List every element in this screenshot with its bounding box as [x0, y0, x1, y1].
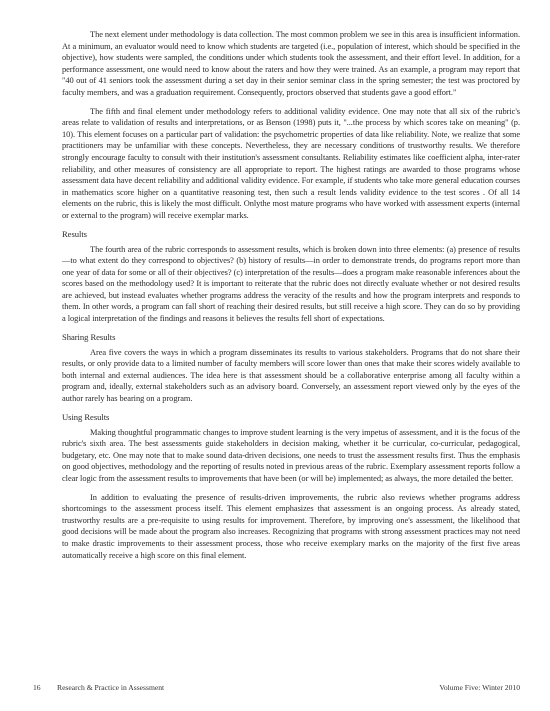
journal-title: Research & Practice in Assessment — [57, 683, 165, 692]
heading-sharing-results: Sharing Results — [62, 331, 116, 342]
issue-label: Volume Five: Winter 2010 — [439, 683, 520, 692]
paragraph-improvements: In addition to evaluating the presence of results-driven improvements, the rubric also reviews whether programs address shortcomings to the assessment process itself. This element emphasizes that assessment is an ongoing process. As already stated, trustworthy results are a pre-requisite to using results for improvement. Therefore, by improving one's assessment, the likelihood that good decisions will be made about the program also increases. Recognizing that programs with strong assessment practices may not need to make drastic improvements to their assessment process, those who receive exemplary marks on the majority of the first five areas automatically receive a high score on this final element. — [62, 492, 520, 560]
paragraph-data-collection: The next element under methodology is data collection. The most common problem we see in this area is insufficient information. At a minimum, an evaluator would need to know which students are targeted (i.e., population of interest, which should be specified in the objective), how students were sampled, the conditions under which students took the assessment, and their effort level. In addition, for a performance assessment, one would need to know about the raters and how they were trained. As an example, a program may report that "40 out of 41 seniors took the assessment during a set day in their senior seminar class in the spring semester; the test was proctored by faculty members, and was a graduation requirement. Consequently, proctors observed that students gave a good effort." — [62, 30, 520, 97]
paragraph-sharing-results: Area five covers the ways in which a program disseminates its results to various stakeholders. Programs that do not share their results, or only provide data to a limited number of faculty members will score lower than ones that make their scores widely available to both internal and external audiences. The idea here is that assessment should be a collaborative enterprise among all faculty within a program and, ideally, external stakeholders such as an advisory board. Conversely, an assessment report viewed only by the eyes of the author rarely has bearing on a program. — [62, 347, 520, 404]
heading-using-results: Using Results — [62, 411, 110, 422]
article-body — [62, 29, 520, 568]
paragraph-validity-evidence: The fifth and final element under methodology refers to additional validity evidence. One may note that all six of the rubric's areas relate to validation of results and interpretations, or as Benson (1998) puts it, "...the process by which scores take on meaning" (p. 10). This element focuses on a particular part of validation: the psychometric properties of data like reliability. Note, we realize that some practitioners may be unfamiliar with these concepts. Nevertheless, they are necessary conditions of trustworthy results. We therefore strongly encourage faculty to consult with their institution's assessment consultants. Reliability estimates like coefficient alpha, inter-rater reliability, and other measures of consistency are all appropriate to report. The highest ratings are awarded to those programs whose assessment data have decent reliability and additional validity evidence. For example, if students who take more general education courses in mathematics score higher on a quantitative reasoning test, then such a result lends validity evidence to the test scores . Of all 14 elements on the rubric, this is likely the most difficult. Onlythe most mature programs who have worked with assessment experts (internal or external to the program) will receive exemplar marks. — [62, 106, 520, 220]
paragraph-using-results: Making thoughtful programmatic changes to improve student learning is the very impetus of assessment, and it is the focus of the rubric's sixth area. The best assessments guide stakeholders in decision making, whether it be curricular, co-curricular, pedagogical, budgetary, etc. One may note that to make sound data-driven decisions, one needs to trust the assessment results first. Thus the emphasis on good objectives, methodology and the reporting of results noted in previous areas of the rubric. Exemplary assessment reports follow a clear logic from the assessment results to improvements that have been (or will be) implemented; as always, the more detailed the better. — [62, 427, 520, 483]
page-number: 16 — [33, 683, 41, 692]
paragraph-results: The fourth area of the rubric corresponds to assessment results, which is broken down into three elements: (a) presence of results—to what extent do they correspond to objectives? (b) history of results—in order to demonstrate trends, do programs report more than one year of data for some or all of their objectives? (c) interpretation of the results—does a program make reasonable inferences about the scores based on the methodology used? It is important to reiterate that the rubric does not directly evaluate whether or not desired results are achieved, but instead evaluates whether programs address the veracity of the results and how the program interprets and responds to them. In other words, a program can fall short of reaching their desired results, but still receive a high score. They can do so by providing a logical interpretation of the findings and reasons it believes the results fell short of expectations. — [62, 244, 520, 324]
heading-results: Results — [62, 228, 87, 239]
